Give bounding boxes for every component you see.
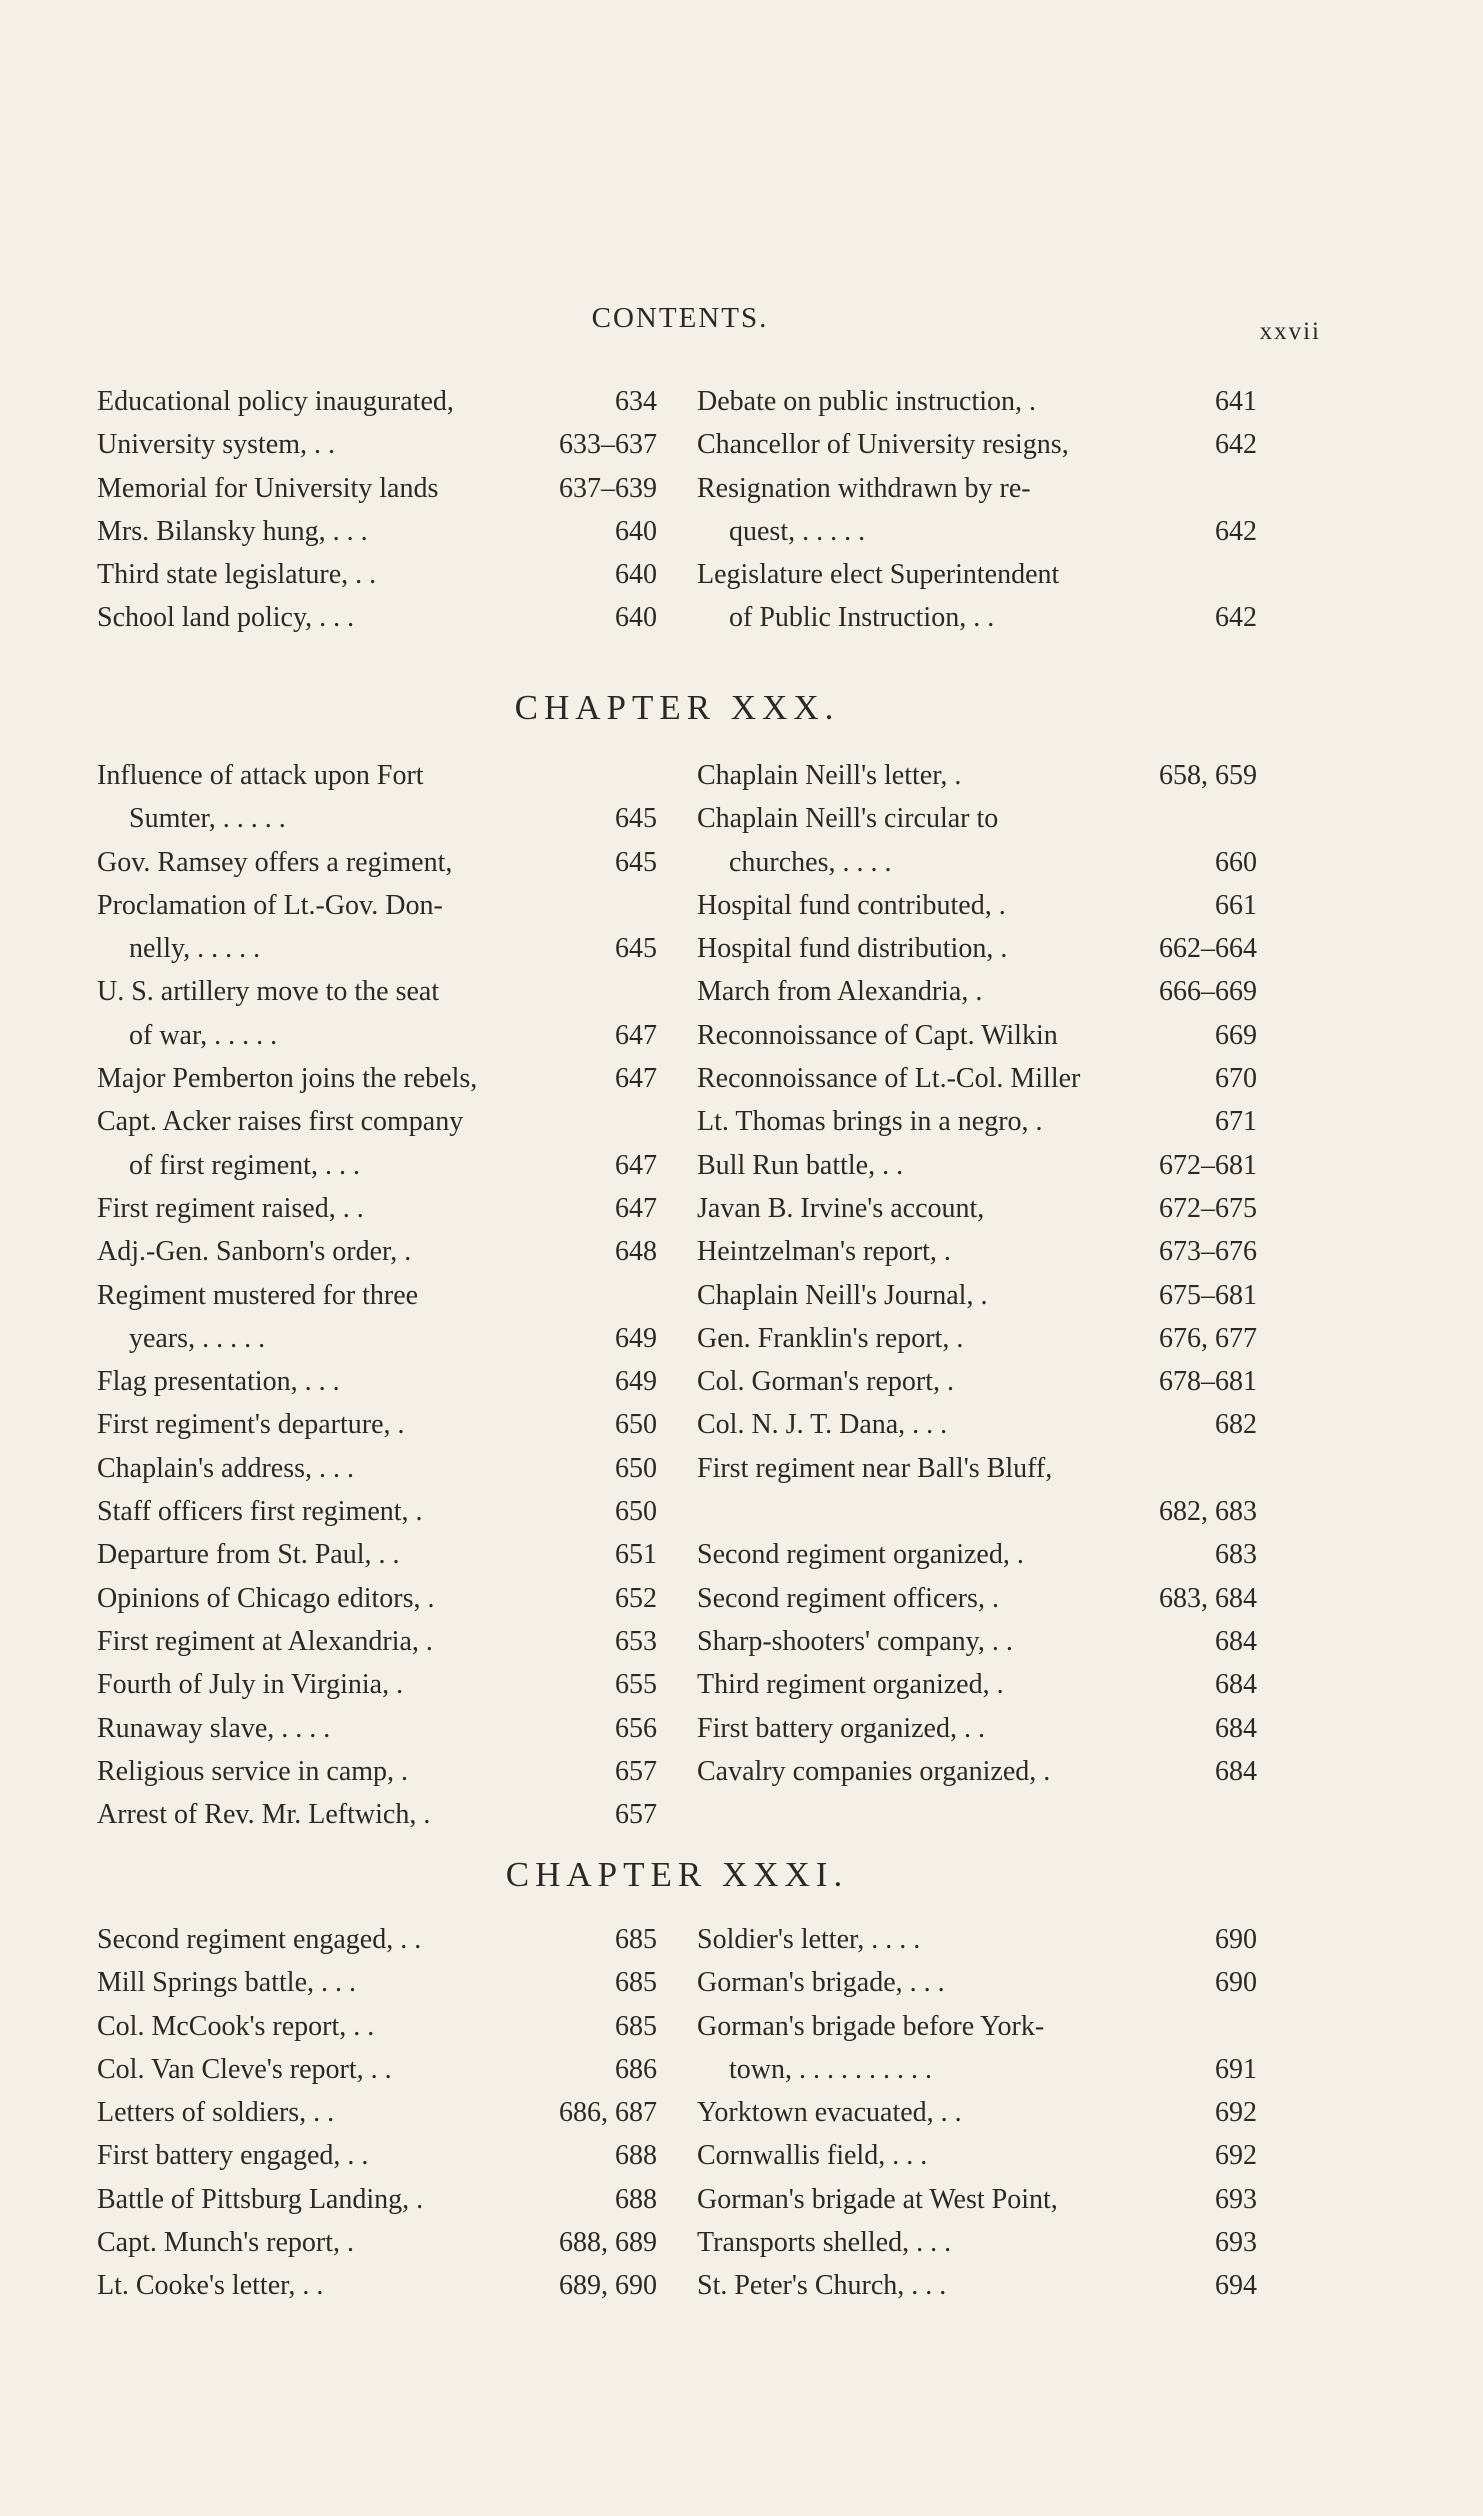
entry-page: 684	[1215, 1712, 1257, 1744]
toc-entry	[97, 754, 657, 797]
entry-page: 640	[615, 515, 657, 547]
entry-page: 693	[1215, 2183, 1257, 2215]
entry-page: 666–669	[1159, 976, 1257, 1008]
entry-title: Religious service in camp, .	[97, 1755, 409, 1787]
entry-page: 690	[1215, 1924, 1257, 1955]
entry-page: 686, 687	[559, 2097, 657, 2129]
toc-entry	[97, 1918, 657, 1961]
entry-page: 673–676	[1159, 1236, 1257, 1268]
toc-entry	[97, 596, 657, 639]
page-number: xxvii	[1259, 318, 1321, 345]
entry-page: 671	[1215, 1106, 1257, 1138]
entry-page: 683, 684	[1159, 1582, 1257, 1614]
entry-page: 655	[615, 1669, 657, 1701]
toc-entry	[97, 467, 657, 510]
toc-entry	[697, 970, 1257, 1013]
entry-page: 645	[615, 803, 657, 835]
entry-page: 651	[615, 1539, 657, 1571]
entry-page: 649	[615, 1366, 657, 1398]
toc-entry	[697, 1187, 1257, 1230]
entry-page: 684	[1215, 1625, 1257, 1657]
entry-title: Gorman's brigade at West Point,	[697, 2183, 1058, 2215]
entry-page: 692	[1215, 2097, 1257, 2129]
entry-title: Col. N. J. T. Dana, . . .	[697, 1409, 948, 1441]
entry-title: Chaplain Neill's Journal, .	[697, 1279, 988, 1311]
toc-entry	[97, 1100, 657, 1143]
toc-entry	[97, 2221, 657, 2264]
entry-page: 640	[615, 602, 657, 634]
right-column	[697, 754, 1257, 1793]
entry-page: 688	[615, 2140, 657, 2172]
toc-entry	[697, 2178, 1257, 2221]
toc-entry	[697, 2134, 1257, 2177]
toc-entry	[97, 2134, 657, 2177]
entry-page: 642	[1215, 429, 1257, 461]
entry-page: 684	[1215, 1755, 1257, 1787]
entry-page: 652	[615, 1582, 657, 1614]
entry-page: 678–681	[1159, 1366, 1257, 1398]
toc-entry	[697, 467, 1257, 510]
entry-page: 675–681	[1159, 1279, 1257, 1311]
entry-page: 685	[615, 2010, 657, 2042]
entry-title: nelly, . . . . .	[129, 933, 261, 965]
toc-entry	[97, 1533, 657, 1576]
entry-title: Educational policy inaugurated,	[97, 386, 454, 417]
toc-entry	[697, 1490, 1257, 1533]
toc-entry	[97, 2091, 657, 2134]
entry-page: 650	[615, 1452, 657, 1484]
entry-title: Third regiment organized, .	[697, 1669, 1004, 1701]
entry-page: 633–637	[559, 429, 657, 461]
entry-page: 640	[615, 559, 657, 591]
entry-page: 682	[1215, 1409, 1257, 1441]
toc-entry	[97, 1317, 657, 1360]
entry-page: 650	[615, 1409, 657, 1441]
left-column	[97, 754, 657, 1836]
toc-entry	[97, 2264, 657, 2307]
entry-title: years, . . . . .	[129, 1322, 266, 1354]
entry-page: 647	[615, 1149, 657, 1181]
entry-page: 672–675	[1159, 1192, 1257, 1224]
entry-page: 658, 659	[1159, 760, 1257, 791]
toc-entry	[97, 1274, 657, 1317]
entry-page: 656	[615, 1712, 657, 1744]
toc-entry	[697, 1317, 1257, 1360]
toc-entry	[697, 1230, 1257, 1273]
entry-title: Chaplain Neill's circular to	[697, 803, 999, 835]
entry-title: Arrest of Rev. Mr. Leftwich, .	[97, 1799, 431, 1831]
entry-title: Influence of attack upon Fort	[97, 760, 424, 791]
toc-entry	[697, 553, 1257, 596]
entry-title: Javan B. Irvine's account,	[697, 1192, 985, 1224]
chapter-heading: CHAPTER XXXI.	[505, 1855, 849, 1894]
entry-page: 647	[615, 1063, 657, 1095]
toc-entry	[97, 2048, 657, 2091]
right-column	[697, 1918, 1257, 2308]
toc-entry	[697, 754, 1257, 797]
entry-page: 693	[1215, 2227, 1257, 2259]
toc-entry	[97, 1144, 657, 1187]
entry-title: Capt. Munch's report, .	[97, 2227, 355, 2259]
entry-title: Heintzelman's report, .	[697, 1236, 951, 1268]
entry-title: First regiment raised, . .	[97, 1192, 364, 1224]
entry-title: town, . . . . . . . . . .	[729, 2053, 932, 2085]
toc-entry	[97, 1230, 657, 1273]
toc-entry	[97, 1187, 657, 1230]
entry-title: Lt. Thomas brings in a negro, .	[697, 1106, 1043, 1138]
entry-title: Gen. Franklin's report, .	[697, 1322, 964, 1354]
entry-title: Reconnoissance of Lt.-Col. Miller	[697, 1063, 1081, 1095]
entry-title: of Public Instruction, . .	[729, 602, 995, 634]
toc-entry	[697, 1577, 1257, 1620]
entry-title: School land policy, . . .	[97, 602, 355, 634]
toc-entry	[697, 884, 1257, 927]
entry-page: 642	[1215, 515, 1257, 547]
entry-title: First battery engaged, . .	[97, 2140, 369, 2172]
entry-page: 691	[1215, 2053, 1257, 2085]
entry-title: Yorktown evacuated, . .	[697, 2097, 962, 2129]
entry-title: Gov. Ramsey offers a regiment,	[97, 846, 453, 878]
toc-entry	[97, 1014, 657, 1057]
entry-title: Gorman's brigade before York-	[697, 2010, 1045, 2042]
entry-page: 686	[615, 2053, 657, 2085]
entry-page: 649	[615, 1322, 657, 1354]
toc-entry	[697, 1447, 1257, 1490]
toc-entry	[697, 2264, 1257, 2307]
toc-entry	[97, 927, 657, 970]
left-column	[97, 380, 657, 640]
toc-entry	[97, 1447, 657, 1490]
toc-entry	[97, 380, 657, 423]
toc-entry	[97, 970, 657, 1013]
entry-title: Col. McCook's report, . .	[97, 2010, 375, 2042]
entry-title: Letters of soldiers, . .	[97, 2097, 335, 2129]
entry-title: March from Alexandria, .	[697, 976, 983, 1008]
entry-page: 637–639	[559, 472, 657, 504]
toc-entry	[97, 1663, 657, 1706]
entry-title: Adj.-Gen. Sanborn's order, .	[97, 1236, 412, 1268]
entry-page: 657	[615, 1755, 657, 1787]
toc-entry	[697, 596, 1257, 639]
entry-title: Hospital fund distribution, .	[697, 933, 1008, 965]
toc-entry	[697, 1533, 1257, 1576]
toc-entry	[97, 1403, 657, 1446]
entry-page: 662–664	[1159, 933, 1257, 965]
entry-title: Cornwallis field, . . .	[697, 2140, 928, 2172]
entry-page: 642	[1215, 602, 1257, 634]
toc-entry	[697, 510, 1257, 553]
entry-title: Regiment mustered for three	[97, 1279, 419, 1311]
entry-title: Hospital fund contributed, .	[697, 889, 1006, 921]
toc-entry	[97, 884, 657, 927]
entry-title: Chancellor of University resigns,	[697, 429, 1069, 461]
entry-title: Chaplain Neill's letter, .	[697, 760, 962, 791]
entry-title: quest, . . . . .	[729, 515, 866, 547]
entry-title: Major Pemberton joins the rebels,	[97, 1063, 478, 1095]
toc-entry	[697, 2048, 1257, 2091]
toc-entry	[97, 2178, 657, 2221]
entry-title: Soldier's letter, . . . .	[697, 1924, 921, 1955]
entry-title: Mill Springs battle, . . .	[97, 1967, 356, 1999]
entry-title: Col. Van Cleve's report, . .	[97, 2053, 392, 2085]
toc-entry	[697, 927, 1257, 970]
toc-entry	[97, 1490, 657, 1533]
entry-page: 641	[1215, 386, 1257, 417]
entry-page: 684	[1215, 1669, 1257, 1701]
entry-page: 689, 690	[559, 2270, 657, 2302]
entry-page: 645	[615, 846, 657, 878]
toc-entry	[697, 1057, 1257, 1100]
toc-entry	[697, 1918, 1257, 1961]
entry-title: Capt. Acker raises first company	[97, 1106, 464, 1138]
entry-title: University system, . .	[97, 429, 335, 461]
entry-page: 694	[1215, 2270, 1257, 2302]
entry-title: First battery organized, . .	[697, 1712, 985, 1744]
toc-entry	[697, 1620, 1257, 1663]
entry-title: Transports shelled, . . .	[697, 2227, 952, 2259]
entry-page: 690	[1215, 1967, 1257, 1999]
entry-title: Sumter, . . . . .	[129, 803, 286, 835]
toc-entry	[697, 1274, 1257, 1317]
toc-entry	[697, 2221, 1257, 2264]
toc-entry	[697, 380, 1257, 423]
toc-entry	[697, 797, 1257, 840]
toc-entry	[697, 1100, 1257, 1143]
toc-entry	[97, 1620, 657, 1663]
entry-title: First regiment's departure, .	[97, 1409, 405, 1441]
entry-title: of war, . . . . .	[129, 1019, 278, 1051]
entry-title: Chaplain's address, . . .	[97, 1452, 355, 1484]
entry-title: Runaway slave, . . . .	[97, 1712, 331, 1744]
entry-title: Gorman's brigade, . . .	[697, 1967, 945, 1999]
entry-title: Resignation withdrawn by re-	[697, 472, 1031, 504]
toc-entry	[97, 553, 657, 596]
toc-entry	[697, 1144, 1257, 1187]
entry-page: 660	[1215, 846, 1257, 878]
entry-page: 647	[615, 1192, 657, 1224]
entry-title: Second regiment engaged, . .	[97, 1924, 422, 1955]
entry-title: Staff officers first regiment, .	[97, 1496, 423, 1528]
toc-entry	[97, 797, 657, 840]
entry-title: Second regiment officers, .	[697, 1582, 999, 1614]
toc-entry	[97, 2005, 657, 2048]
toc-entry	[97, 510, 657, 553]
toc-entry	[97, 841, 657, 884]
running-title: CONTENTS.	[591, 302, 769, 334]
chapter-heading: CHAPTER XXX.	[514, 688, 840, 727]
entry-page: 645	[615, 933, 657, 965]
toc-entry	[97, 1707, 657, 1750]
toc-entry	[97, 1360, 657, 1403]
entry-page: 653	[615, 1625, 657, 1657]
entry-title: Legislature elect Superintendent	[697, 559, 1060, 591]
entry-page: 634	[615, 386, 657, 417]
entry-page: 683	[1215, 1539, 1257, 1571]
entry-title: Bull Run battle, . .	[697, 1149, 904, 1181]
entry-page: 669	[1215, 1019, 1257, 1051]
toc-entry	[697, 1961, 1257, 2004]
entry-title: Flag presentation, . . .	[97, 1366, 340, 1398]
entry-page: 661	[1215, 889, 1257, 921]
entry-page: 648	[615, 1236, 657, 1268]
entry-page: 685	[615, 1924, 657, 1955]
entry-title: Col. Gorman's report, .	[697, 1366, 955, 1398]
entry-title: Debate on public instruction, .	[697, 386, 1037, 417]
entry-title: Fourth of July in Virginia, .	[97, 1669, 404, 1701]
toc-entry	[97, 423, 657, 466]
entry-title: Cavalry companies organized, .	[697, 1755, 1051, 1787]
entry-title: First regiment near Ball's Bluff,	[697, 1452, 1053, 1484]
entry-title: Opinions of Chicago editors, .	[97, 1582, 435, 1614]
toc-entry	[697, 1014, 1257, 1057]
entry-title: Reconnoissance of Capt. Wilkin	[697, 1019, 1058, 1051]
entry-page: 657	[615, 1799, 657, 1831]
entry-title: Lt. Cooke's letter, . .	[97, 2270, 324, 2302]
toc-entry	[97, 1057, 657, 1100]
left-column	[97, 1918, 657, 2308]
entry-title: Memorial for University lands	[97, 472, 439, 504]
entry-title: Proclamation of Lt.-Gov. Don-	[97, 889, 443, 921]
toc-entry	[697, 423, 1257, 466]
running-head	[0, 302, 1483, 345]
toc-entry	[697, 1360, 1257, 1403]
entry-page: 685	[615, 1967, 657, 1999]
toc-entry	[697, 2005, 1257, 2048]
toc-entry	[697, 2091, 1257, 2134]
entry-title: Battle of Pittsburg Landing, .	[97, 2183, 424, 2215]
entry-page: 692	[1215, 2140, 1257, 2172]
toc-entry	[97, 1793, 657, 1836]
entry-page: 650	[615, 1496, 657, 1528]
toc-entry	[697, 841, 1257, 884]
entry-title: churches, . . . .	[729, 846, 892, 878]
toc-entry	[97, 1961, 657, 2004]
entry-page: 672–681	[1159, 1149, 1257, 1181]
entry-page: 682, 683	[1159, 1496, 1257, 1528]
entry-page: 670	[1215, 1063, 1257, 1095]
entry-title: Second regiment organized, .	[697, 1539, 1024, 1571]
right-column	[697, 380, 1257, 640]
entry-title: U. S. artillery move to the seat	[97, 976, 440, 1008]
entry-title: First regiment at Alexandria, .	[97, 1625, 433, 1657]
entry-title: Sharp-shooters' company, . .	[697, 1625, 1013, 1657]
entry-page: 688	[615, 2183, 657, 2215]
toc-entry	[697, 1750, 1257, 1793]
toc-entry	[697, 1707, 1257, 1750]
entry-title: Third state legislature, . .	[97, 559, 377, 591]
entry-title: St. Peter's Church, . . .	[697, 2270, 947, 2302]
toc-entry	[97, 1577, 657, 1620]
entry-title: of first regiment, . . .	[129, 1149, 360, 1181]
entry-page: 688, 689	[559, 2227, 657, 2259]
toc-entry	[697, 1663, 1257, 1706]
toc-entry	[97, 1750, 657, 1793]
entry-title: Mrs. Bilansky hung, . . .	[97, 515, 368, 547]
entry-page: 676, 677	[1159, 1322, 1257, 1354]
entry-page: 647	[615, 1019, 657, 1051]
toc-entry	[697, 1403, 1257, 1446]
entry-title: Departure from St. Paul, . .	[97, 1539, 400, 1571]
